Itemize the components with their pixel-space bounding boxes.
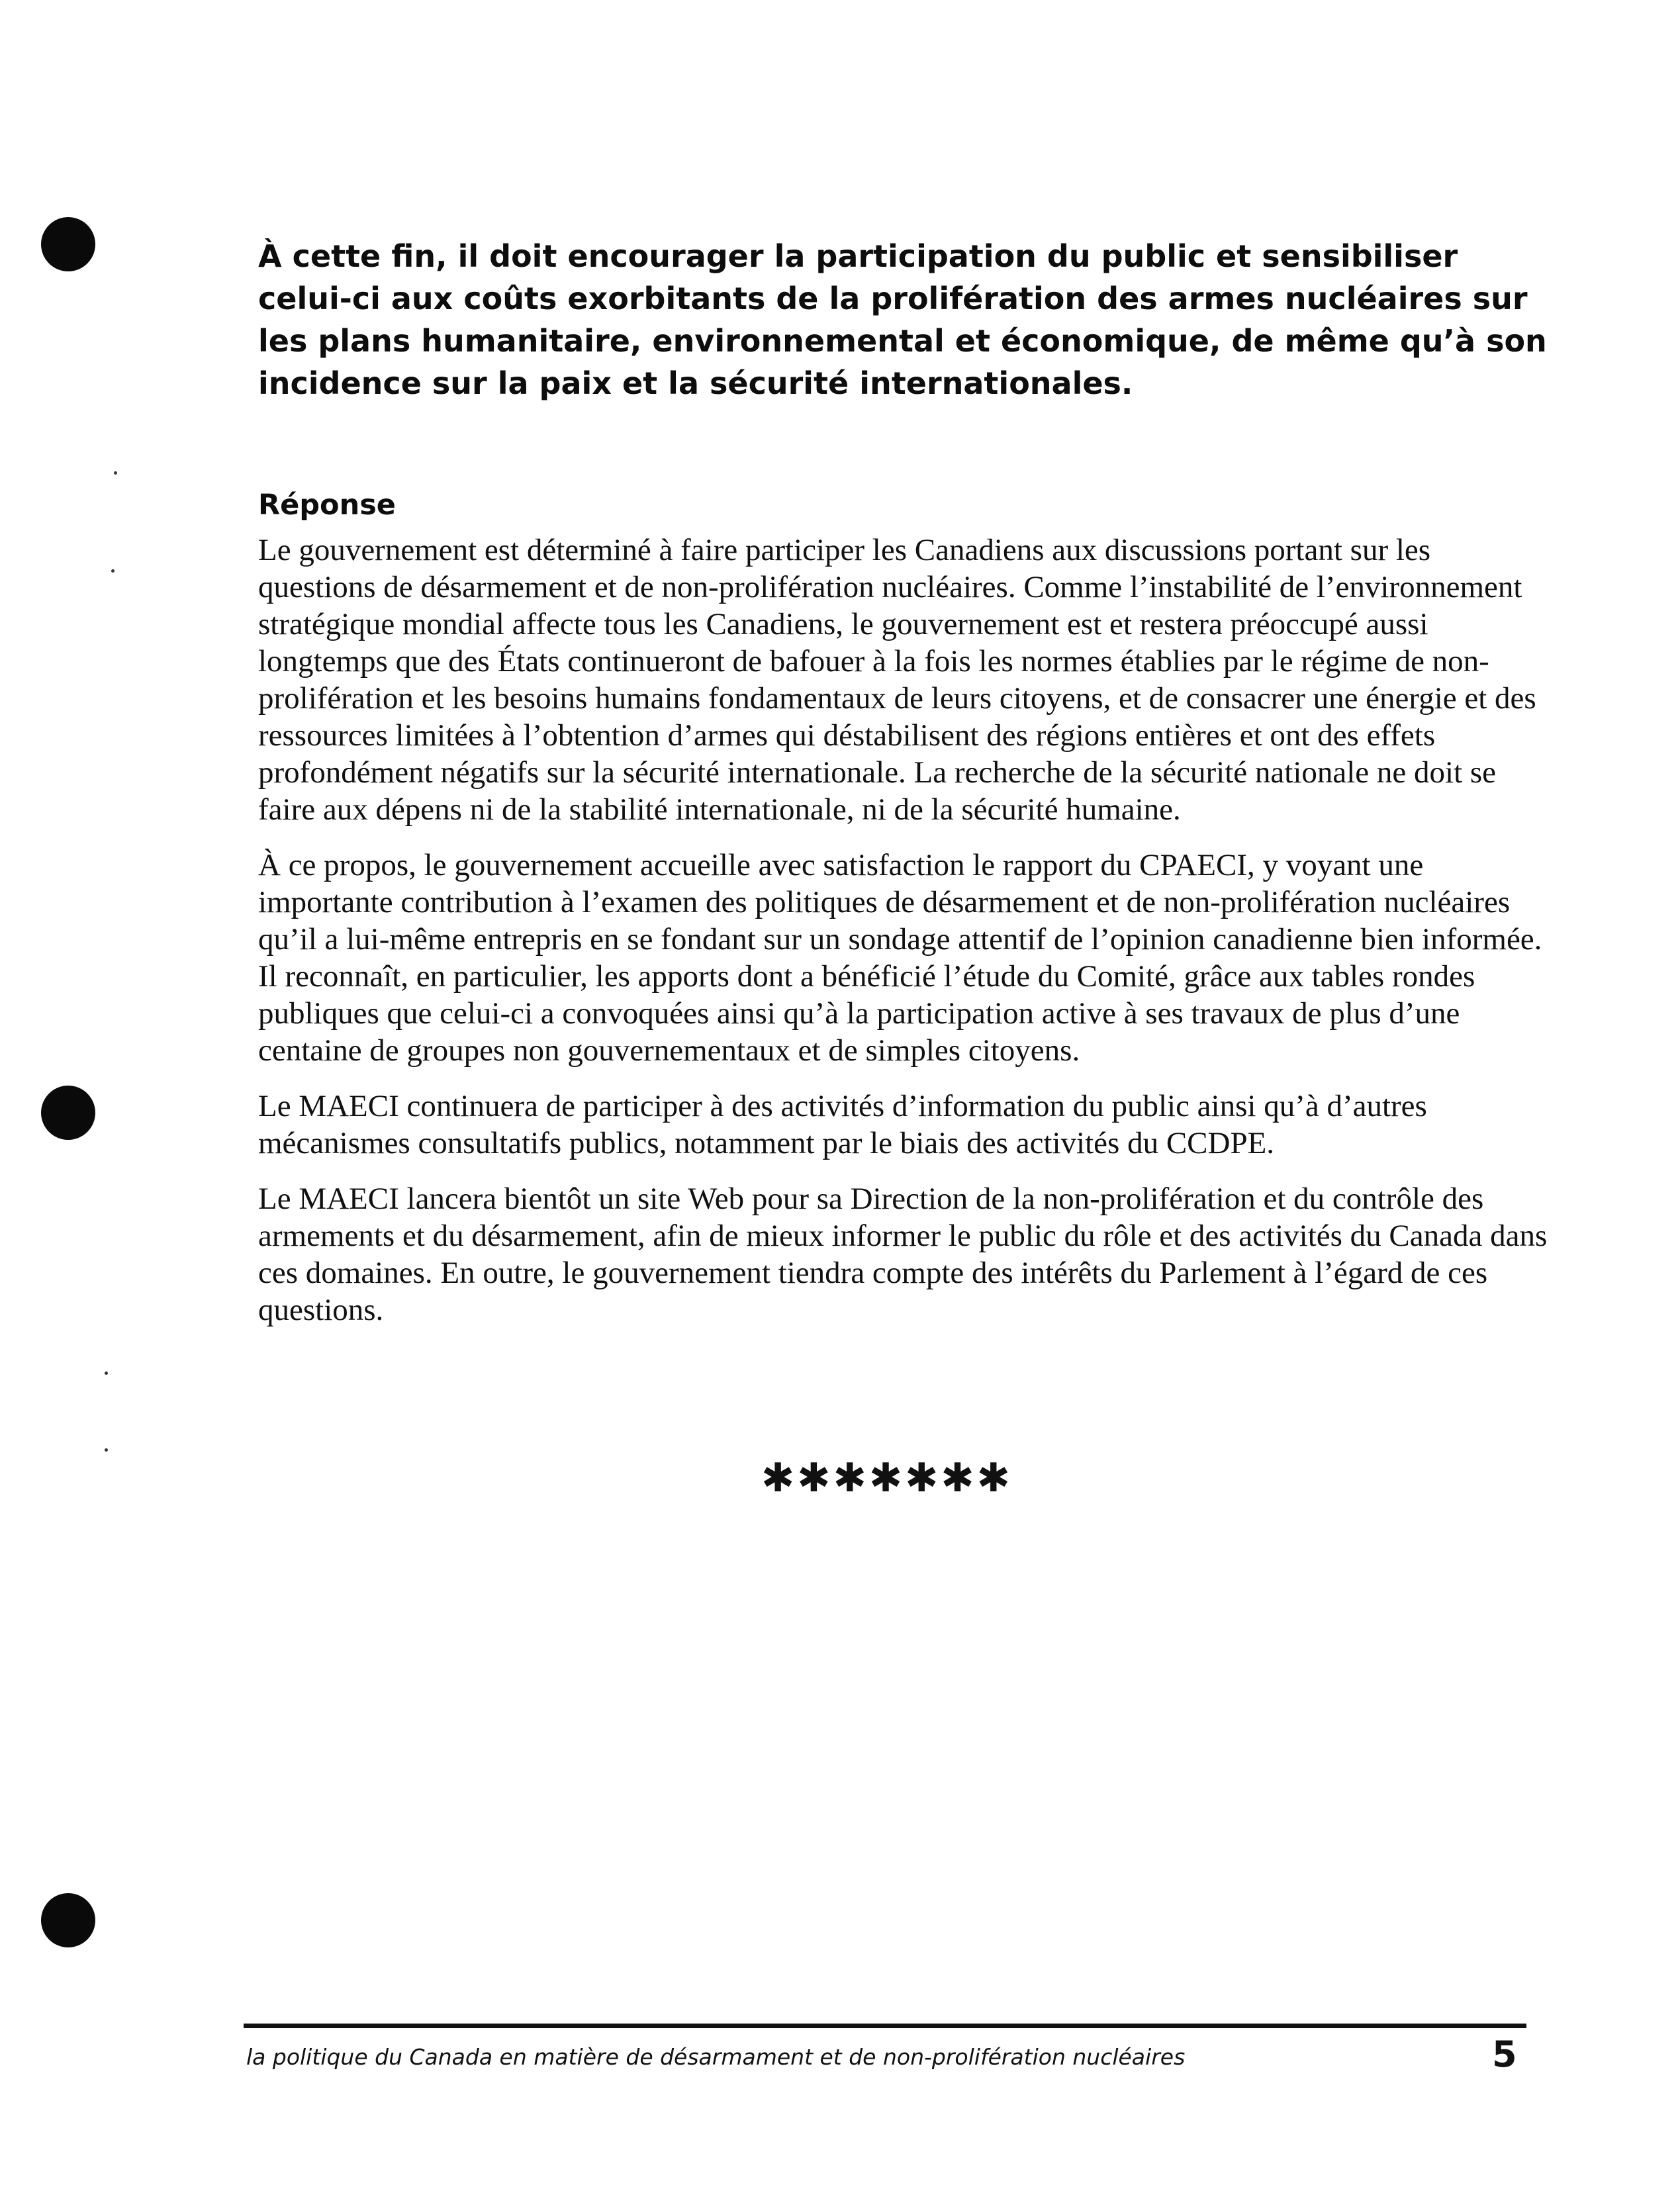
response-paragraph: À ce propos, le gouvernement accueille avec satisfaction le rapport du CPAECI, y voyant une importante contribution à l’examen des politiques de désarmement et de non-prolifération nucléaires qu’il a lui-même entrepris en se fondant sur un sondage attentif de l’opinion canadienne bien informée. Il reconnaît, en particulier, les apports dont a bénéficié l’étude du Comité, grâce aux tables rondes publiques que celui-ci a convoquées ainsi qu’à la participation active à ses travaux de plus d’une centaine de groupes non gouvernementaux et de simples citoyens.: [258, 848, 1542, 1068]
response-paragraph: Le MAECI continuera de participer à des activités d’information du public ainsi qu’à d’autres mécanismes consultatifs publics, notamment par le biais des activités du CCDPE.: [258, 1089, 1427, 1160]
punch-hole-top: [41, 217, 95, 271]
scan-speck: [114, 471, 117, 475]
punch-hole-bottom: [41, 1893, 95, 1947]
scan-speck: [105, 1448, 108, 1452]
scan-speck: [105, 1372, 108, 1375]
section-separator-stars: ✱✱✱✱✱✱✱: [761, 1455, 1013, 1501]
scan-speck: [111, 569, 115, 573]
punch-hole-middle: [41, 1086, 95, 1140]
response-paragraph: Le gouvernement est déterminé à faire participer les Canadiens aux discussions portant sur les questions de désarmement et de non-prolifération nucléaires. Comme l’instabilité de l’environnement stratégique mondial affecte tous les Canadiens, le gouvernement est et restera préoccupé aussi longtemps que des États continueront de bafouer à la fois les normes établies par le régime de non-prolifération et les besoins humains fondamentaux de leurs citoyens, et de consacrer une énergie et des ressources limitées à l’obtention d’armes qui déstabilisent des régions entières et ont des effets profondément négatifs sur la sécurité internationale. La recherche de la sécurité nationale ne doit se faire aux dépens ni de la stabilité internationale, ni de la sécurité humaine.: [258, 533, 1536, 827]
recommendation-text: À cette fin, il doit encourager la participation du public et sensibiliser celui-ci aux coûts exorbitants de la prolifération des armes nucléaires sur les plans humanitaire, environnemental et économique, de même qu’à son incidence sur la paix et la sécurité internationales.: [258, 238, 1547, 401]
footer-running-title: la politique du Canada en matière de désarmament et de non-prolifération nucléaires: [246, 2044, 1186, 2070]
response-heading: Réponse: [258, 489, 396, 522]
page-number: 5: [1492, 2033, 1517, 2075]
page-content: [258, 235, 1549, 1347]
footer-rule: [244, 2024, 1526, 2028]
response-paragraph: Le MAECI lancera bientôt un site Web pour sa Direction de la non-prolifération et du contrôle des armements et du désarmement, afin de mieux informer le public du rôle et des activités du Canada dans ces domaines. En outre, le gouvernement tiendra compte des intérêts du Parlement à l’égard de ces questions.: [258, 1182, 1548, 1327]
